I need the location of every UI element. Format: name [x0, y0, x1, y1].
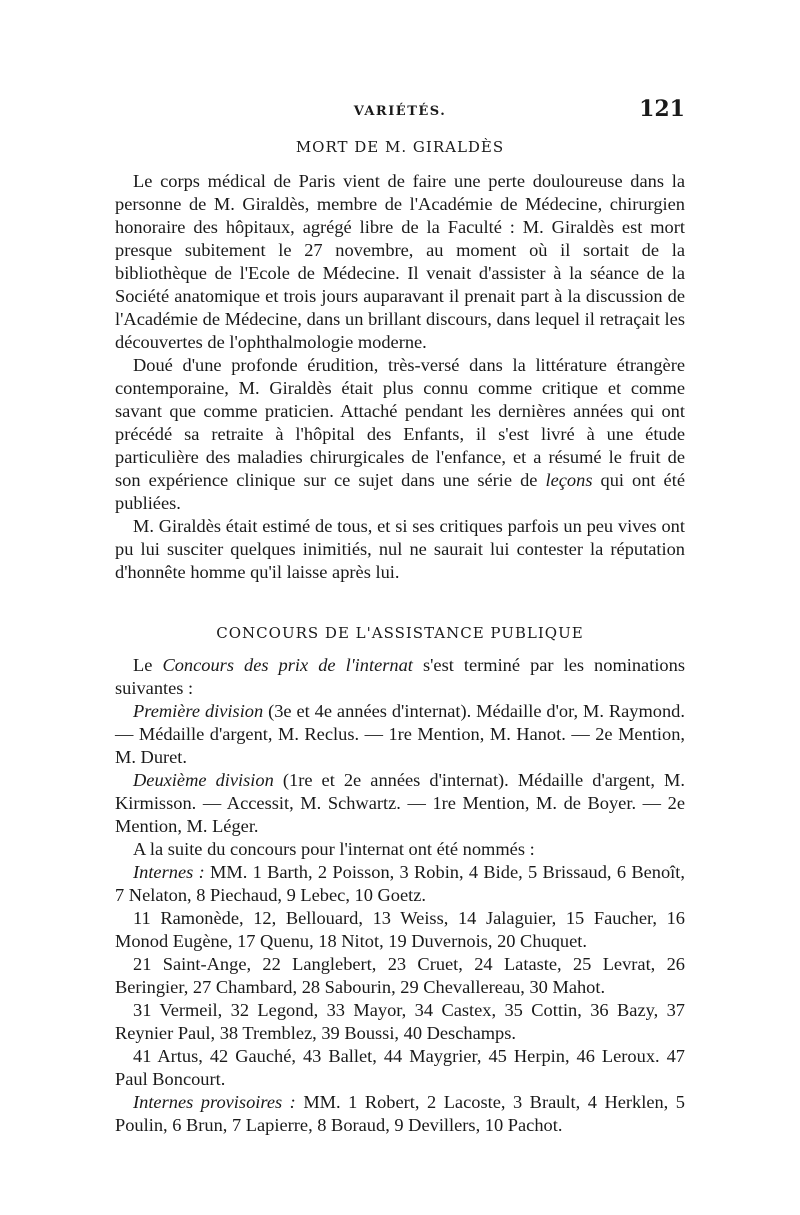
list-label: Internes provisoires :	[133, 1092, 296, 1112]
page-header	[115, 96, 685, 126]
page-number: 121	[639, 96, 685, 122]
division-label: Deuxième division	[133, 770, 274, 790]
intro-text: Le	[133, 655, 153, 675]
division-text: (3e et 4e années d'internat). Médaille d'or, M. Raymond. — Médaille d'argent, M. Reclus. — 1re Mention, M. Hanot. — 2e Mention, M. Duret.	[115, 701, 685, 767]
paragraph-text: Doué d'une profonde érudition, très-versé dans la littérature étrangère contemporaine, M. Giraldès était plus connu comme critique et comme savant que comme praticien. Attaché pendant les dernières années qui ont précédé sa retraite à l'hôpital des Enfants, il s'est livré à une étude particulière des maladies chirurgicales de l'enfance, et a résumé le fruit de son expérience clinique sur ce sujet dans une série de	[115, 355, 685, 490]
internes-list-5: 41 Artus, 42 Gauché, 43 Ballet, 44 Maygrier, 45 Herpin, 46 Leroux. 47 Paul Boncourt.	[115, 1046, 685, 1089]
obituary-body	[115, 170, 685, 584]
concours-body	[115, 654, 685, 1137]
section-title-concours: CONCOURS DE L'ASSISTANCE PUBLIQUE	[216, 624, 584, 642]
division-text: (1re et 2e années d'internat). Médaille d'argent, M. Kirmisson. — Accessit, M. Schwartz. — 1re Mention, M. de Boyer. — 2e Mention, M. Léger.	[115, 770, 685, 836]
internes-list-3: 21 Saint-Ange, 22 Langlebert, 23 Cruet, 24 Lataste, 25 Levrat, 26 Beringier, 27 Chambard, 28 Sabourin, 29 Chevallereau, 30 Mahot.	[115, 954, 685, 997]
second-division-results	[115, 769, 685, 838]
concours-intro	[115, 654, 685, 700]
list-text: MM. 1 Barth, 2 Poisson, 3 Robin, 4 Bide, 5 Brissaud, 6 Benoît, 7 Nelaton, 8 Piechaud, 9 Lebec, 10 Goetz.	[115, 862, 685, 905]
first-division-results	[115, 700, 685, 769]
internes-list-4: 31 Vermeil, 32 Legond, 33 Mayor, 34 Castex, 35 Cottin, 36 Bazy, 37 Reynier Paul, 38 Tremblez, 39 Boussi, 40 Deschamps.	[115, 1000, 685, 1043]
intro-text: s'est terminé par les nominations suivantes :	[115, 655, 685, 698]
internes-provisoires-list	[115, 1091, 685, 1137]
running-head: VARIÉTÉS.	[353, 104, 447, 119]
division-label: Première division	[133, 701, 264, 721]
internes-list-1	[115, 861, 685, 907]
italic-term: leçons	[545, 470, 593, 490]
paragraph-text: qui ont été publiées.	[115, 470, 685, 513]
obituary-paragraph-1: Le corps médical de Paris vient de faire une perte douloureuse dans la personne de M. Giraldès, membre de l'Académie de Médecine, chirurgien honoraire des hôpitaux, agrégé libre de la Faculté : M. Giraldès est mort presque subitement le 27 novembre, au moment où il sortait de la bibliothèque de l'Ecole de Médecine. Il venait d'assister à la séance de la Société anatomique et trois jours auparavant il prenait part à la discussion de l'Académie de Médecine, dans un brillant discours, dans lequel il retraçait les découvertes de l'ophthalmologie moderne.	[115, 171, 685, 352]
list-label: Internes :	[133, 862, 205, 882]
internes-list-2: 11 Ramonède, 12, Bellouard, 13 Weiss, 14 Jalaguier, 15 Faucher, 16 Monod Eugène, 17 Quenu, 18 Nitot, 19 Duvernois, 20 Chuquet.	[115, 908, 685, 951]
appointments-intro: A la suite du concours pour l'internat ont été nommés :	[133, 839, 535, 859]
italic-term: Concours des prix de l'internat	[162, 655, 413, 675]
list-text: MM. 1 Robert, 2 Lacoste, 3 Brault, 4 Herklen, 5 Poulin, 6 Brun, 7 Lapierre, 8 Boraud, 9 Devillers, 10 Pachot.	[115, 1092, 685, 1135]
obituary-paragraph-2	[115, 354, 685, 515]
section-title-giraldes: MORT DE M. GIRALDÈS	[295, 138, 505, 156]
obituary-paragraph-3: M. Giraldès était estimé de tous, et si ses critiques parfois un peu vives ont pu lui susciter quelques inimitiés, nul ne saurait lui contester la réputation d'honnête homme qu'il laisse après lui.	[115, 516, 685, 582]
